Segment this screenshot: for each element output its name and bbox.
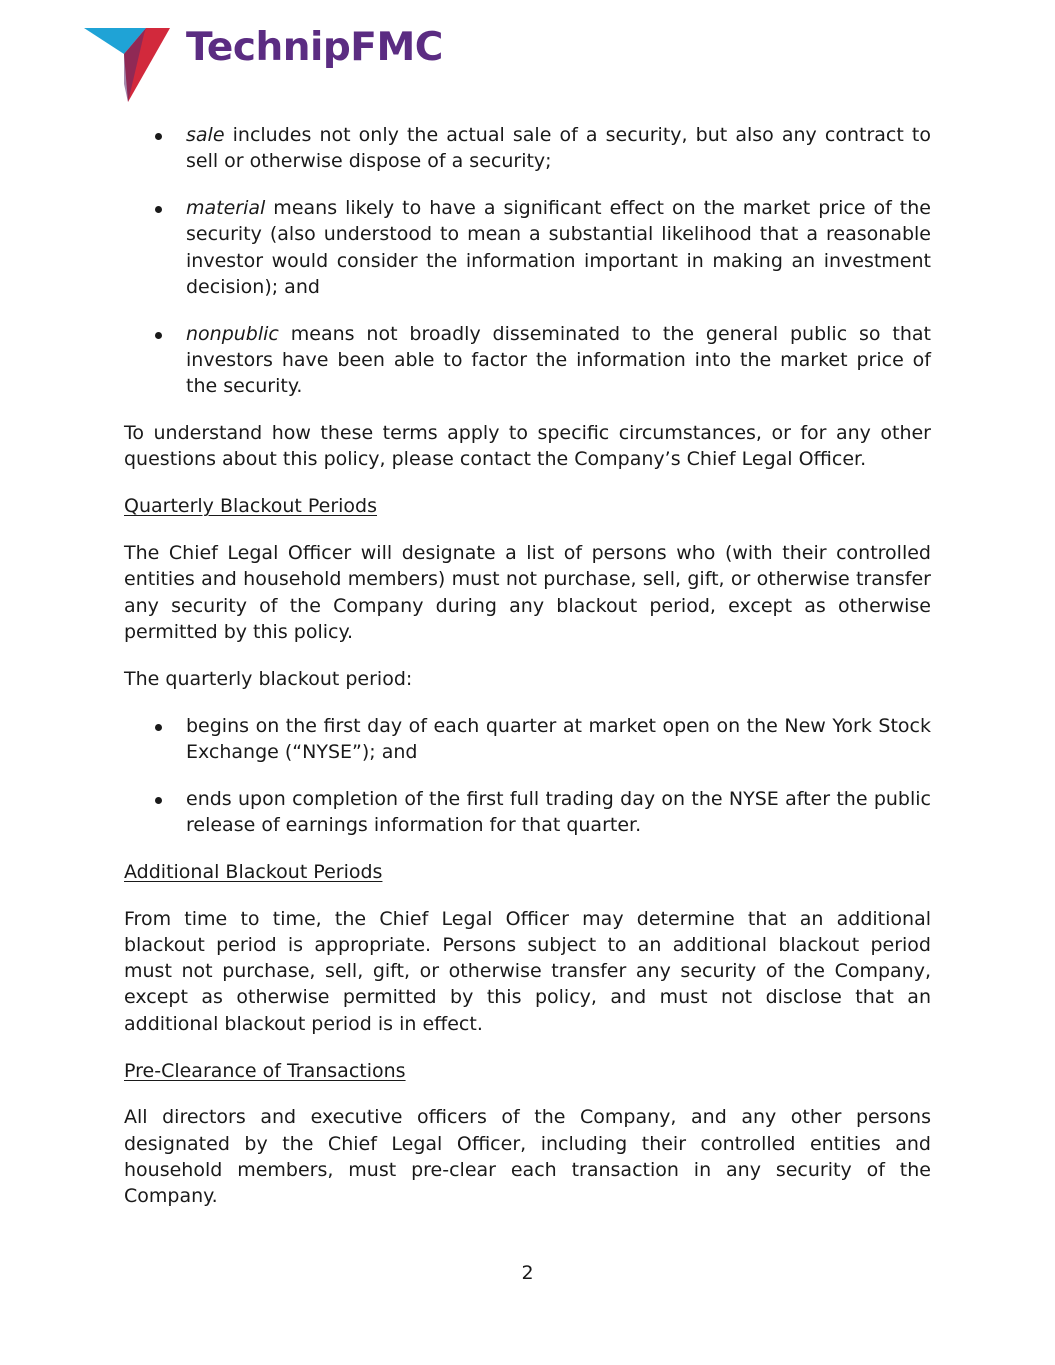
list-item-text: begins on the first day of each quarter at market open on the New York Stock Exchange (“NYSE”); and xyxy=(186,714,931,763)
preclearance-paragraph: All directors and executive officers of the Company, and any other persons designated by the Chief Legal Officer, including their controlled entities and household members, must pre-clear each transaction in any security of the Company. xyxy=(124,1106,931,1208)
list-item xyxy=(124,321,931,400)
definitions-list xyxy=(124,122,931,400)
definition-term: sale xyxy=(186,124,225,146)
quarterly-blackout-paragraph: The Chief Legal Officer will designate a list of persons who (with their controlled entities and household members) must not purchase, sell, gift, or otherwise transfer any security of the Company during any blackout period, except as otherwise permitted by this policy. xyxy=(124,542,931,643)
definition-text: includes not only the actual sale of a security, but also any contract to sell or otherwise dispose of a security; xyxy=(186,124,931,173)
list-item xyxy=(124,122,931,175)
list-item xyxy=(124,713,931,766)
quarterly-blackout-list xyxy=(124,713,931,839)
list-item xyxy=(124,786,931,839)
list-item-text: ends upon completion of the first full trading day on the NYSE after the public release of earnings information for that quarter. xyxy=(186,787,931,836)
bullet-icon xyxy=(155,724,162,731)
additional-blackout-heading: Additional Blackout Periods xyxy=(124,860,383,883)
contact-paragraph: To understand how these terms apply to specific circumstances, or for any other questions about this policy, please contact the Company’s Chief Legal Officer. xyxy=(124,422,931,471)
bullet-icon xyxy=(155,206,162,213)
definition-text: means likely to have a significant effect on the market price of the security (also understood to mean a substantial likelihood that a reasonable investor would consider the information important in making an investment decision); and xyxy=(186,197,931,298)
additional-blackout-paragraph: From time to time, the Chief Legal Officer may determine that an additional blackout period is appropriate. Persons subject to an additional blackout period must not purchase, sell, gift, or otherwise transfer any security of the Company, except as otherwise permitted by this policy, and must not disclose that an additional blackout period is in effect. xyxy=(124,907,931,1035)
quarterly-blackout-intro: The quarterly blackout period: xyxy=(124,667,413,690)
page-number: 2 xyxy=(521,1262,534,1284)
definition-term: nonpublic xyxy=(186,322,279,345)
technipfmc-chevron-icon xyxy=(84,24,170,102)
bullet-icon xyxy=(155,332,162,339)
definition-text: means not broadly disseminated to the general public so that investors have been able to factor the information into the market price of the security. xyxy=(186,322,931,398)
list-item xyxy=(124,195,931,300)
quarterly-blackout-heading: Quarterly Blackout Periods xyxy=(124,495,377,518)
company-logo xyxy=(84,24,443,104)
document-body xyxy=(124,122,931,1230)
definition-term: material xyxy=(186,197,266,220)
preclearance-heading: Pre-Clearance of Transactions xyxy=(124,1059,406,1082)
logo-wordmark: TechnipFMC xyxy=(186,25,443,70)
bullet-icon xyxy=(155,133,162,140)
bullet-icon xyxy=(155,797,162,804)
